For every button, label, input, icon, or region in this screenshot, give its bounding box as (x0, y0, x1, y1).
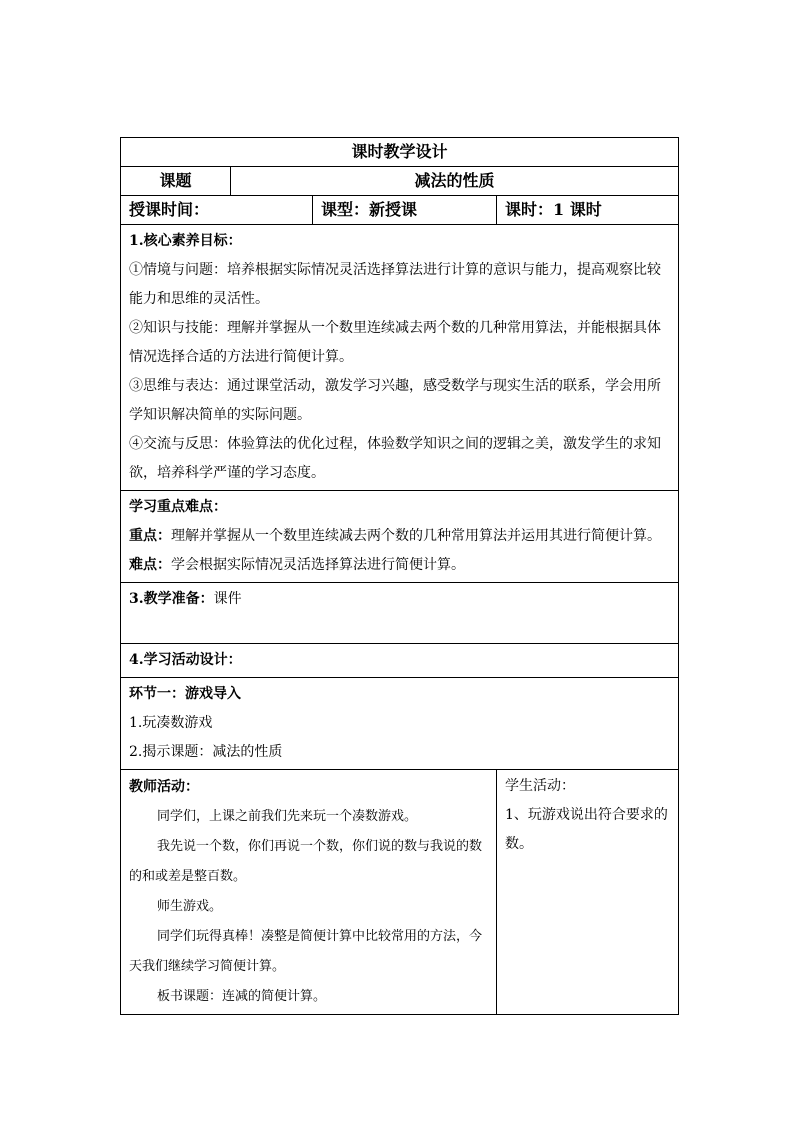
teacher-line: 板书课题：连减的简便计算。 (157, 989, 327, 1004)
activities-heading: 4.学习活动设计： (121, 644, 679, 678)
goal-item: ①情境与问题：培养根据实际情况灵活选择算法进行计算的意识与能力，提高观察比较能力和思维的灵活性。 (129, 262, 661, 307)
teacher-line: 师生游戏。 (157, 899, 223, 914)
stage-item: 1.玩凑数游戏 (129, 715, 213, 731)
student-activity-cell (497, 770, 679, 1015)
teacher-line: 同学们玩得真棒！凑整是简便计算中比较常用的方法，今天我们继续学习简便计算。 (129, 929, 483, 974)
teacher-line: 我先说一个数，你们再说一个数，你们说的数与我说的数的和或差是整百数。 (129, 839, 483, 884)
difficulty-label: 难点： (129, 557, 171, 573)
document-title: 课时教学设计 (121, 138, 679, 167)
key-points-section (121, 491, 679, 583)
teacher-activity-cell (121, 770, 497, 1015)
key-points-text (129, 522, 670, 580)
class-type-label: 课型：新授课 (313, 196, 497, 225)
stage-one-section (121, 678, 679, 770)
topic-label: 课题 (121, 167, 231, 196)
teaching-prep-section (121, 583, 679, 644)
student-activity-heading: 学生活动： (505, 778, 575, 794)
student-line: 1、玩游戏说出符合要求的数。 (505, 807, 668, 852)
stage-item: 2.揭示课题：减法的性质 (129, 744, 283, 760)
focus-label: 重点： (129, 528, 171, 544)
goal-item: ②知识与技能：理解并掌握从一个数里连续减去两个数的几种常用算法，并能根据具体情况选择合适的方法进行简便计算。 (129, 320, 661, 365)
core-goals-section (121, 225, 679, 491)
stage-title: 环节一：游戏导入 (129, 686, 241, 702)
difficulty-text: 学会根据实际情况灵活选择算法进行简便计算。 (171, 557, 465, 573)
lesson-plan-table (120, 137, 679, 1015)
focus-text: 理解并掌握从一个数里连续减去两个数的几种常用算法并运用其进行简便计算。 (171, 528, 661, 544)
teacher-activity-heading: 教师活动： (129, 779, 199, 795)
prep-value: 课件 (213, 591, 242, 607)
goal-item: ④交流与反思：体验算法的优化过程，体验数学知识之间的逻辑之美，激发学生的求知欲，培养科学严谨的学习态度。 (129, 436, 661, 481)
class-hours-label: 课时：1 课时 (497, 196, 679, 225)
prep-label: 3.教学准备： (129, 591, 214, 607)
key-points-heading: 学习重点难点： (129, 499, 227, 515)
goal-item: ③思维与表达：通过课堂活动，激发学习兴趣，感受数学与现实生活的联系，学会用所学知识解决简单的实际问题。 (129, 378, 661, 423)
teacher-line: 同学们，上课之前我们先来玩一个凑数游戏。 (157, 809, 418, 824)
lesson-plan-page (120, 137, 678, 1015)
topic-value: 减法的性质 (231, 167, 679, 196)
core-goals-heading: 1.核心素养目标： (129, 233, 242, 249)
class-time-label: 授课时间： (121, 196, 313, 225)
